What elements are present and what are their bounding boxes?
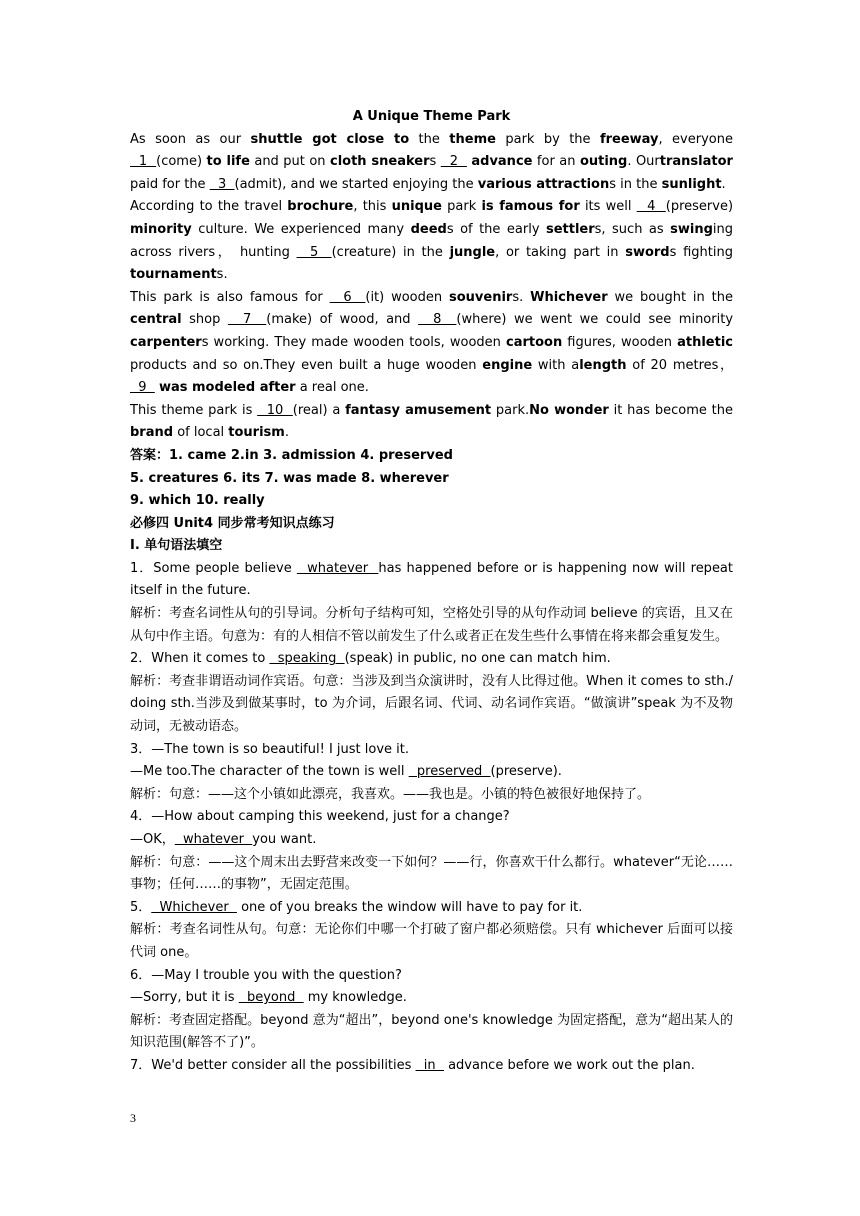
text-run: —Sorry, but it is <box>130 990 239 1006</box>
text-run: and put on <box>249 154 330 170</box>
text-run: my knowledge. <box>303 990 407 1006</box>
text-run: . Our <box>627 154 660 170</box>
blank-answer: 6 <box>329 289 366 305</box>
key-term: jungle <box>449 244 496 260</box>
blank-answer: 10 <box>257 402 293 418</box>
question-analysis: 解析：句意：——这个小镇如此漂亮，我喜欢。——我也是。小镇的特色被很好地保持了。 <box>130 786 651 802</box>
key-term: cartoon <box>505 334 563 350</box>
text-run: 6．—May I trouble you with the question? <box>130 967 402 983</box>
blank-answer: 9 <box>130 380 155 396</box>
key-term: carpenter <box>130 334 202 350</box>
question-analysis: 解析：考查固定搭配。beyond 意为“超出”，beyond one's knowledge 为固定搭配，意为“超出某人的知识范围(解答不了)”。 <box>130 1012 733 1051</box>
key-term: theme <box>449 131 496 147</box>
text-run: a real one. <box>295 380 369 396</box>
text-run: s <box>429 154 441 170</box>
blank-answer: 2 <box>440 154 467 170</box>
key-term: swing <box>670 221 713 237</box>
text-run: products and so on.They even built a huge wooden <box>130 357 483 373</box>
text-run: 2．When it comes to <box>130 651 270 667</box>
text-run: with a <box>532 357 580 373</box>
text-run: s, such as <box>594 221 671 237</box>
key-term: engine <box>482 357 533 373</box>
text-run: This park is also famous for <box>130 289 330 305</box>
key-term: No wonder <box>529 402 609 418</box>
passage-paragraph-3 <box>130 287 733 400</box>
key-term: was modeled after <box>158 380 296 396</box>
question-line <box>130 648 733 671</box>
question-line <box>130 1055 733 1078</box>
blank-answer: whatever <box>296 560 379 576</box>
text-run: has happened before or is happening now will repeat itself in the future. <box>130 560 733 599</box>
answer-line-3: 9. which 10. really <box>130 493 265 509</box>
text-run: paid for the <box>130 176 210 192</box>
question-line <box>130 965 733 988</box>
passage-paragraph-4 <box>130 400 733 445</box>
text-run: 7．We'd better consider all the possibilities <box>130 1057 416 1073</box>
key-term: translator <box>659 154 733 170</box>
key-term: settler <box>545 221 595 237</box>
key-term: minority <box>130 221 192 237</box>
answer-line-2: 5. creatures 6. its 7. was made 8. wherever <box>130 470 449 486</box>
question-analysis: 解析：句意：——这个周末出去野营来改变一下如何？——行，你喜欢干什么都行。whatever“无论……事物；任何……的事物”，无固定范围。 <box>130 854 733 893</box>
question-list <box>130 558 733 1078</box>
section-title: 必修四 Unit4 同步常考知识点练习 <box>130 515 335 531</box>
text-run: park by the <box>495 131 600 147</box>
text-run: , everyone <box>658 131 733 147</box>
question-line <box>130 897 733 920</box>
blank-answer: Whichever <box>151 899 237 915</box>
text-run: , or taking part in <box>495 244 626 260</box>
text-run: , this <box>353 199 392 215</box>
key-term: central <box>130 312 182 328</box>
text-run: its well <box>579 199 637 215</box>
passage-paragraph-1 <box>130 129 733 197</box>
key-term: brochure <box>287 199 354 215</box>
text-run: of local <box>173 425 229 441</box>
key-term: length <box>579 357 627 373</box>
key-term: freeway <box>599 131 659 147</box>
text-run: (preserve). <box>490 764 562 780</box>
text-run: (creature) in the <box>331 244 450 260</box>
text-run: s. <box>512 289 531 305</box>
text-run: the <box>409 131 450 147</box>
text-run: (speak) in public, no one can match him. <box>344 651 611 667</box>
text-run: 3．—The town is so beautiful! I just love it. <box>130 741 409 757</box>
text-run: it has become the <box>608 402 733 418</box>
blank-answer: preserved <box>408 764 491 780</box>
text-run: (real) a <box>292 402 346 418</box>
text-run: one of you breaks the window will have to pay for it. <box>236 899 583 915</box>
blank-answer: 5 <box>296 244 332 260</box>
blank-answer: 1 <box>130 154 157 170</box>
text-run: (come) <box>156 154 207 170</box>
passage-title: A Unique Theme Park <box>352 109 511 124</box>
blank-answer: 3 <box>209 176 235 192</box>
text-run: figures, wooden <box>562 334 678 350</box>
key-term: advance <box>471 154 533 170</box>
question-analysis: 解析：考查名词性从句。句意：无论你们中哪一个打破了窗户都必须赔偿。只有 whichever 后面可以接代词 one。 <box>130 922 733 960</box>
text-run: shop <box>181 312 228 328</box>
key-term: souvenir <box>449 289 513 305</box>
blank-answer: 4 <box>636 199 666 215</box>
text-run: (it) wooden <box>365 289 449 305</box>
text-run: (admit), and we started enjoying the <box>234 176 478 192</box>
key-term: various attraction <box>477 176 610 192</box>
text-run: According to the travel <box>130 199 288 215</box>
text-run: (where) we went we could see minority <box>456 312 734 328</box>
question-line <box>130 806 733 829</box>
text-run: This theme park is <box>130 402 258 418</box>
text-run: 1．Some people believe <box>130 560 297 576</box>
question-analysis: 解析：考查非谓语动词作宾语。句意：当涉及到当众演讲时，没有人比得过他。When it comes to sth./ doing sth.当涉及到做某事时，to 为介词，后跟名词、代词、动名词作宾语。“做演讲”speak 为不及物动词，无被动语态。 <box>130 673 733 735</box>
question-line <box>130 739 733 762</box>
question-line <box>130 987 733 1010</box>
key-term: shuttle got close to <box>250 131 410 147</box>
subsection-title: Ⅰ. 单句语法填空 <box>130 538 223 554</box>
text-run: s working. They made wooden tools, wooden <box>201 334 506 350</box>
blank-answer: in <box>415 1057 444 1073</box>
text-run: s fighting <box>669 244 733 260</box>
blank-answer: 8 <box>418 312 457 328</box>
key-term: athletic <box>677 334 733 350</box>
question-line <box>130 558 733 603</box>
key-term: Whichever <box>530 289 608 305</box>
key-term: fantasy amusement <box>345 402 492 418</box>
text-run: we bought in the <box>607 289 733 305</box>
key-term: brand <box>130 425 174 441</box>
passage-paragraph-2 <box>130 196 733 286</box>
text-run: s of the early <box>446 221 546 237</box>
question-line <box>130 829 733 852</box>
key-term: is famous for <box>481 199 580 215</box>
key-term: cloth sneaker <box>329 154 430 170</box>
blank-answer: speaking <box>269 651 345 667</box>
text-run: s in the <box>609 176 662 192</box>
question-line <box>130 761 733 784</box>
key-term: sunlight <box>661 176 722 192</box>
blank-answer: beyond <box>238 990 304 1006</box>
text-run: . <box>721 176 726 192</box>
key-term: tournament <box>130 267 217 283</box>
text-run: As soon as our <box>130 131 251 147</box>
key-term: to life <box>206 154 250 170</box>
text-run: you want. <box>252 832 317 847</box>
text-run: ing across rivers， hunting <box>130 221 733 260</box>
text-run: (make) of wood, and <box>266 312 419 328</box>
text-run: for an <box>532 154 580 170</box>
text-run: park. <box>491 402 530 418</box>
text-run: . <box>284 425 289 441</box>
key-term: outing <box>579 154 628 170</box>
document-page <box>130 106 733 1078</box>
text-run: 5． <box>130 899 152 915</box>
text-run: (preserve) <box>665 199 734 215</box>
key-term: unique <box>391 199 442 215</box>
key-term: sword <box>625 244 670 260</box>
text-run: 4．—How about camping this weekend, just for a change? <box>130 809 510 825</box>
text-run: —Me too.The character of the town is well <box>130 764 409 780</box>
answer-line-1: 答案：1. came 2.in 3. admission 4. preserved <box>130 447 453 463</box>
text-run: advance before we work out the plan. <box>443 1057 695 1073</box>
text-run: of 20 metres， <box>626 357 734 373</box>
page-number: 3 <box>130 1111 136 1125</box>
text-run: park <box>441 199 482 215</box>
blank-answer: whatever <box>174 832 253 847</box>
question-analysis: 解析：考查名词性从句的引导词。分析句子结构可知，空格处引导的从句作动词 believe 的宾语，且又在从句中作主语。句意为：有的人相信不管以前发生了什么或者正在发生些什么事情在将来都会重复发生。 <box>130 606 733 644</box>
text-run: s. <box>216 267 228 283</box>
blank-answer: 7 <box>227 312 267 328</box>
text-run: culture. We experienced many <box>191 221 411 237</box>
key-term: tourism <box>228 425 285 441</box>
key-term: deed <box>410 221 447 237</box>
text-run: —OK， <box>130 832 175 847</box>
